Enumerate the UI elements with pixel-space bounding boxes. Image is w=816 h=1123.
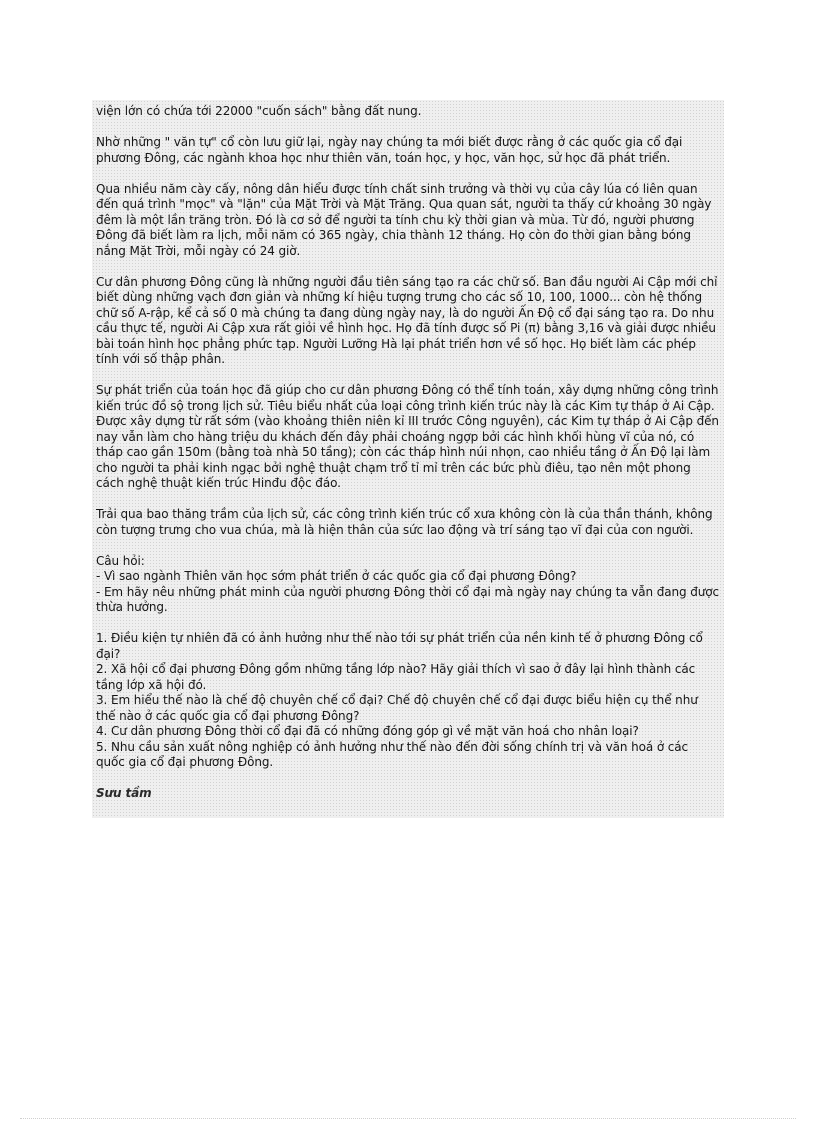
questions-heading: Câu hỏi:: [96, 553, 145, 568]
paragraph-conclusion: Trải qua bao thăng trầm của lịch sử, các công trình kiến trúc cổ xưa không còn là của thần thánh, không còn tượng trưng cho vua chúa, mà là hiện thân của sức lao động và trí sáng tạo vĩ đại của con người.: [96, 507, 713, 537]
paragraph-sciences: Nhờ những " văn tự" cổ còn lưu giữ lại, ngày nay chúng ta mới biết được rằng ở các quốc gia cổ đại phương Đông, các ngành khoa học như thiên văn, toán học, y học, văn học, sử học đã phát triển.: [96, 135, 683, 165]
exercise-item: 5. Nhu cầu sản xuất nông nghiệp có ảnh hưởng như thế nào đến đời sống chính trị và văn hoá ở các quốc gia cổ đại phương Đông.: [96, 739, 689, 769]
page-bottom-divider: [20, 1118, 796, 1119]
question-item: - Em hãy nêu những phát minh của người phương Đông thời cổ đại mà ngày nay chúng ta vẫn đang được thừa hưởng.: [96, 584, 720, 614]
signature: Sưu tầm: [96, 786, 152, 800]
paragraph-calendar: Qua nhiều năm cày cấy, nông dân hiểu được tính chất sinh trưởng và thời vụ của cây lúa có liên quan đến quá trình "mọc" và "lặn" của Mặt Trời và Mặt Trăng. Qua quan sát, người ta thấy cứ khoảng 30 ngày đêm là một lần trăng tròn. Đó là cơ sở để người ta tính chu kỳ thời gian và mùa. Từ đó, người phương Đông đã biết làm ra lịch, mỗi năm có 365 ngày, chia thành 12 tháng. Họ còn đo thời gian bằng bóng nắng Mặt Trời, mỗi ngày có 24 giờ.: [96, 181, 712, 258]
exercise-item: 3. Em hiểu thế nào là chế độ chuyên chế cổ đại? Chế độ chuyên chế cổ đại được biểu hiện cụ thể như thế nào ở các quốc gia cổ đại phương Đông?: [96, 693, 698, 723]
document-text-block: [92, 100, 724, 818]
exercise-item: 2. Xã hội cổ đại phương Đông gồm những tầng lớp nào? Hãy giải thích vì sao ở đây lại hình thành các tầng lớp xã hội đó.: [96, 662, 696, 692]
exercise-item: 1. Điều kiện tự nhiên đã có ảnh hưởng như thế nào tới sự phát triển của nền kinh tế ở phương Đông cổ đại?: [96, 631, 703, 661]
paragraph-architecture: Sự phát triển của toán học đã giúp cho cư dân phương Đông có thể tính toán, xây dựng những công trình kiến trúc đồ sộ trong lịch sử. Tiêu biểu nhất của loại công trình kiến trúc này là các Kim tự tháp ở Ai Cập. Được xây dựng từ rất sớm (vào khoảng thiên niên kỉ III trước Công nguyên), các Kim tự tháp ở Ai Cập đến nay vẫn làm cho hàng triệu du khách đến đây phải choáng ngợp bởi các hình khối hùng vĩ của nó, có tháp cao gần 150m (bằng toà nhà 50 tầng); còn các tháp hình núi nhọn, cao nhiều tầng ở Ấn Độ lại làm cho người ta phải kinh ngạc bởi nghệ thuật chạm trổ tỉ mỉ trên các bức phù điêu, tạo nên một phong cách nghệ thuật kiến trúc Hinđu độc đáo.: [96, 383, 719, 490]
paragraph-numbers: Cư dân phương Đông cũng là những người đầu tiên sáng tạo ra các chữ số. Ban đầu người Ai Cập mới chỉ biết dùng những vạch đơn giản và những kí hiệu tượng trưng cho các số 10, 100, 1000... còn hệ thống chữ số A-rập, kể cả số 0 mà chúng ta đang dùng ngày nay, là do người Ấn Độ cổ đại sáng tạo ra. Do nhu cầu thực tế, người Ai Cập xưa rất giỏi về hình học. Họ đã tính được số Pi (π) bằng 3,16 và giải được nhiều bài toán hình học phẳng phức tạp. Người Lưỡng Hà lại phát triển hơn về số học. Họ biết làm các phép tính với số thập phân.: [96, 274, 718, 366]
question-item: - Vì sao ngành Thiên văn học sớm phát triển ở các quốc gia cổ đại phương Đông?: [96, 569, 577, 583]
exercise-item: 4. Cư dân phương Đông thời cổ đại đã có những đóng góp gì về mặt văn hoá cho nhân loại?: [96, 724, 639, 738]
exercises-section: [96, 631, 720, 771]
paragraph-library: viện lớn có chứa tới 22000 "cuốn sách" bằng đất nung.: [96, 104, 422, 118]
questions-section: [96, 554, 720, 616]
